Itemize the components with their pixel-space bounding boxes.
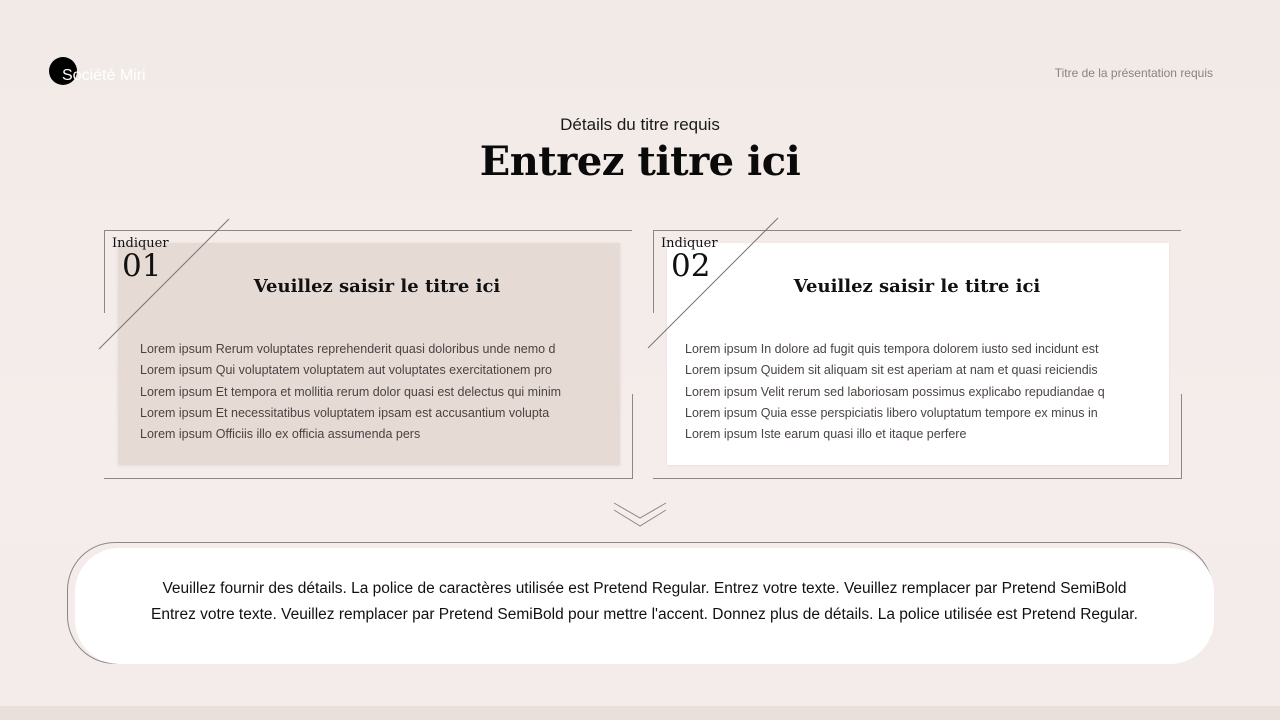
bottom-strip: [0, 706, 1280, 720]
card-body-line: Lorem ipsum Et necessitatibus voluptatem ipsam est accusantium volupta: [140, 405, 550, 420]
card-body-line: Lorem ipsum In dolore ad fugit quis tempora dolorem iusto sed incidunt est: [685, 342, 1099, 356]
card-body-line: Lorem ipsum Officiis illo ex officia assumenda pers: [140, 427, 421, 442]
card-number: 02: [671, 248, 711, 284]
card-body: [685, 339, 1145, 445]
card-body-line: Lorem ipsum Rerum voluptates reprehenderit quasi doloribus unde nemo d: [140, 342, 556, 356]
card-body-line: Lorem ipsum Quia esse perspiciatis libero voluptatum tempore ex minus in: [685, 405, 1098, 420]
card-frame-right: [632, 394, 633, 479]
card-body-line: Lorem ipsum Qui voluptatem voluptatem aut voluptates exercitationem pro: [140, 363, 553, 378]
presentation-title: Titre de la présentation requis: [1054, 66, 1213, 80]
card-body-line: Lorem ipsum Et tempora et mollitia rerum dolor quasi est delectus qui minim: [140, 384, 562, 399]
summary-text: [75, 576, 1214, 628]
slide-subtitle: Détails du titre requis: [560, 115, 720, 134]
chevron-down-icon: [612, 501, 668, 531]
slide-title: Entrez titre ici: [479, 138, 801, 185]
content-card-2: [645, 218, 1195, 480]
card-body-line: Lorem ipsum Iste earum quasi illo et itaque perfere: [685, 427, 967, 442]
card-frame-bottom: [653, 478, 1181, 479]
card-title: Veuillez saisir le titre ici: [253, 276, 501, 297]
indicate-label: Indiquer: [112, 236, 169, 251]
content-card-1: [96, 218, 646, 480]
summary-line: Entrez votre texte. Veuillez remplacer par Pretend SemiBold pour mettre l'accent. Donnez plus de détails. La police utilisée est Pretend Regular.: [151, 606, 1138, 623]
card-body-line: Lorem ipsum Velit rerum sed laboriosam possimus explicabo repudiandae q: [685, 384, 1105, 399]
indicate-label: Indiquer: [661, 236, 718, 251]
summary-line: Veuillez fournir des détails. La police de caractères utilisée est Pretend Regular. Entrez votre texte. Veuillez remplacer par Pretend SemiBold: [162, 580, 1127, 597]
company-name: Société Miri: [62, 67, 146, 84]
card-frame-bottom: [104, 478, 632, 479]
card-body: [140, 339, 600, 445]
card-number: 01: [122, 248, 162, 284]
card-title: Veuillez saisir le titre ici: [793, 276, 1041, 297]
card-body-line: Lorem ipsum Quidem sit aliquam sit est aperiam at nam et quasi reiciendis: [685, 363, 1098, 378]
card-frame-right: [1181, 394, 1182, 479]
